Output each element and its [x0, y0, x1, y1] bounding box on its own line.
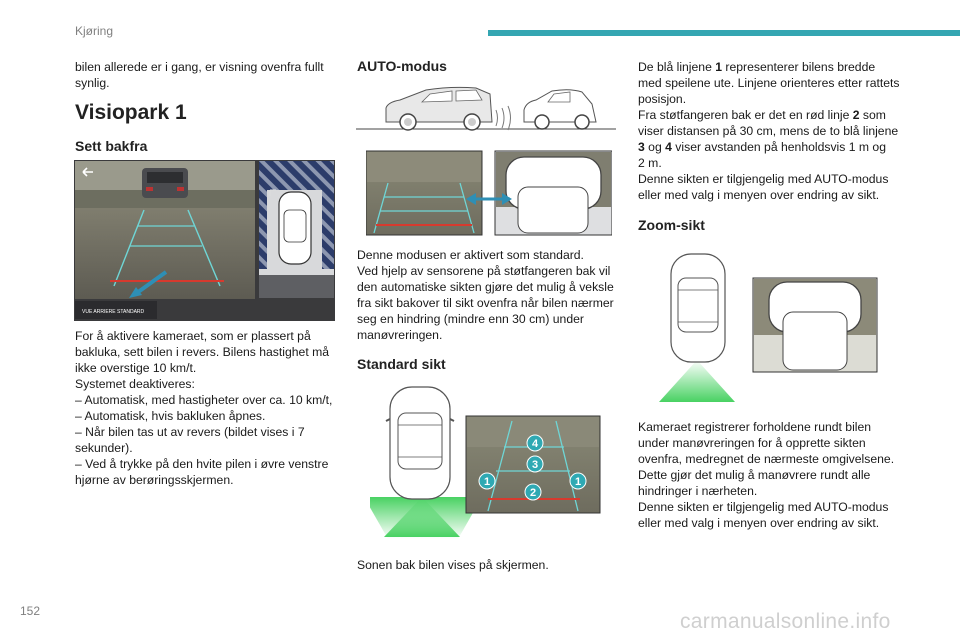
- zoom-view-illustration: [645, 252, 880, 404]
- auto-mode-cars-illustration: [356, 82, 616, 136]
- text-line: hindringer i nærheten.: [638, 484, 758, 498]
- standard-view-illustration: [370, 385, 605, 540]
- text-segment: eller med valg i menyen over endring av sikt.: [638, 188, 880, 202]
- text-line: [638, 187, 918, 203]
- svg-text:4: 4: [531, 438, 539, 450]
- text-line: [638, 123, 918, 139]
- text-line: [638, 171, 918, 187]
- text-line: den automatiske sikten gjøre det mulig å veksle: [357, 280, 614, 294]
- text-line: Denne sikten er tilgjengelig med AUTO-modus: [638, 500, 889, 514]
- text-line: ovenfra, medregnet de nærmeste omgivelsene.: [638, 452, 895, 466]
- auto-mode-description: [357, 247, 632, 343]
- marker-4: [527, 435, 543, 451]
- text-line: synlig.: [75, 76, 110, 90]
- intro-text: [75, 59, 345, 91]
- text-line: fra sikt bakover til sikt ovenfra når bilen nærmer: [357, 296, 614, 310]
- zoom-view-description: [638, 419, 918, 531]
- text-segment: Fra støtfangeren bak er det en rød linje: [638, 108, 853, 122]
- camera-mode-label: VUE ARRIERE STANDARD: [82, 309, 145, 315]
- header-accent-bar: [488, 30, 960, 36]
- text-line: Ved hjelp av sensorene på støtfangeren bak vil: [357, 264, 611, 278]
- list-item: – Når bilen tas ut av revers (bildet vises i 7: [75, 425, 305, 439]
- text-line: [638, 75, 918, 91]
- text-segment: viser avstanden på henholdsvis 1 m og: [671, 140, 886, 154]
- text-segment: viser distansen på 30 cm, mens de to blå linjene: [638, 124, 899, 138]
- line-number-ref: 4: [665, 140, 672, 154]
- section-header: Kjøring: [75, 24, 114, 38]
- section-heading-auto-mode: AUTO-modus: [357, 58, 447, 74]
- section-heading-zoom-view: Zoom-sikt: [638, 217, 705, 233]
- svg-text:1: 1: [483, 476, 491, 488]
- line-number-ref: 2: [852, 108, 860, 122]
- line-number-ref: 1: [715, 60, 723, 74]
- text-line: For å aktivere kameraet, som er plassert på: [75, 329, 311, 343]
- text-segment: med speilene ute. Linjene orienteres etter rattets: [638, 76, 900, 90]
- marker-3: [527, 456, 543, 472]
- text-segment: posisjon.: [638, 92, 687, 106]
- rear-camera-screen: [74, 160, 335, 321]
- text-line: bilen allerede er i gang, er visning ovenfra fullt: [75, 60, 324, 74]
- text-segment: De blå linjene: [638, 60, 716, 74]
- list-item: – Automatisk, hvis bakluken åpnes.: [75, 409, 266, 423]
- text-line: [638, 59, 918, 75]
- text-line: Dette gjør det mulig å manøvrere rundt alle: [638, 468, 871, 482]
- watermark: carmanualsonline.info: [680, 610, 891, 633]
- text-line: eller med valg i menyen over endring av sikt.: [638, 516, 880, 530]
- page-title: Visiopark 1: [75, 101, 187, 124]
- text-line: [638, 107, 918, 123]
- text-line: [638, 91, 918, 107]
- standard-view-line-explanation: [638, 59, 918, 203]
- svg-text:2: 2: [529, 487, 537, 499]
- text-line: ikke overstige 10 km/t.: [75, 361, 197, 375]
- text-line: Systemet deaktiveres:: [75, 377, 195, 391]
- marker-2: [525, 484, 541, 500]
- svg-text:3: 3: [531, 459, 539, 471]
- list-item: – Automatisk, med hastigheter over ca. 10 km/t,: [75, 393, 333, 407]
- list-item: – Ved å trykke på den hvite pilen i øvre venstre: [75, 457, 329, 471]
- page-number: 152: [20, 604, 41, 618]
- line-number-ref: 3: [638, 140, 645, 154]
- text-line: [638, 155, 918, 171]
- text-line: Denne modusen er aktivert som standard.: [357, 248, 584, 262]
- text-line: hjørne av berøringsskjermen.: [75, 473, 234, 487]
- text-line: under manøvreringen for å opprette sikten: [638, 436, 866, 450]
- section-heading-standard-view: Standard sikt: [357, 356, 446, 372]
- marker-1-right: [570, 473, 586, 489]
- text-line: bakluka, sett bilen i revers. Bilens hastighet må: [75, 345, 330, 359]
- svg-text:1: 1: [574, 476, 582, 488]
- section-heading-rear-view: Sett bakfra: [75, 138, 148, 154]
- text-segment: Denne sikten er tilgjengelig med AUTO-modus: [638, 172, 889, 186]
- auto-mode-view-switch-illustration: [366, 149, 612, 237]
- text-segment: representerer bilens bredde: [722, 60, 876, 74]
- text-line: sekunder).: [75, 441, 133, 455]
- marker-1-left: [479, 473, 495, 489]
- text-line: manøvreringen.: [357, 328, 443, 342]
- text-line: [638, 139, 918, 155]
- text-segment: og: [644, 140, 666, 154]
- text-line: seg en hindring (mindre enn 30 cm) under: [357, 312, 584, 326]
- text-segment: 2 m.: [638, 156, 662, 170]
- standard-view-description: Sonen bak bilen vises på skjermen.: [357, 558, 549, 572]
- rear-view-description: [75, 328, 350, 488]
- text-segment: som: [859, 108, 886, 122]
- text-line: Kameraet registrerer forholdene rundt bilen: [638, 420, 872, 434]
